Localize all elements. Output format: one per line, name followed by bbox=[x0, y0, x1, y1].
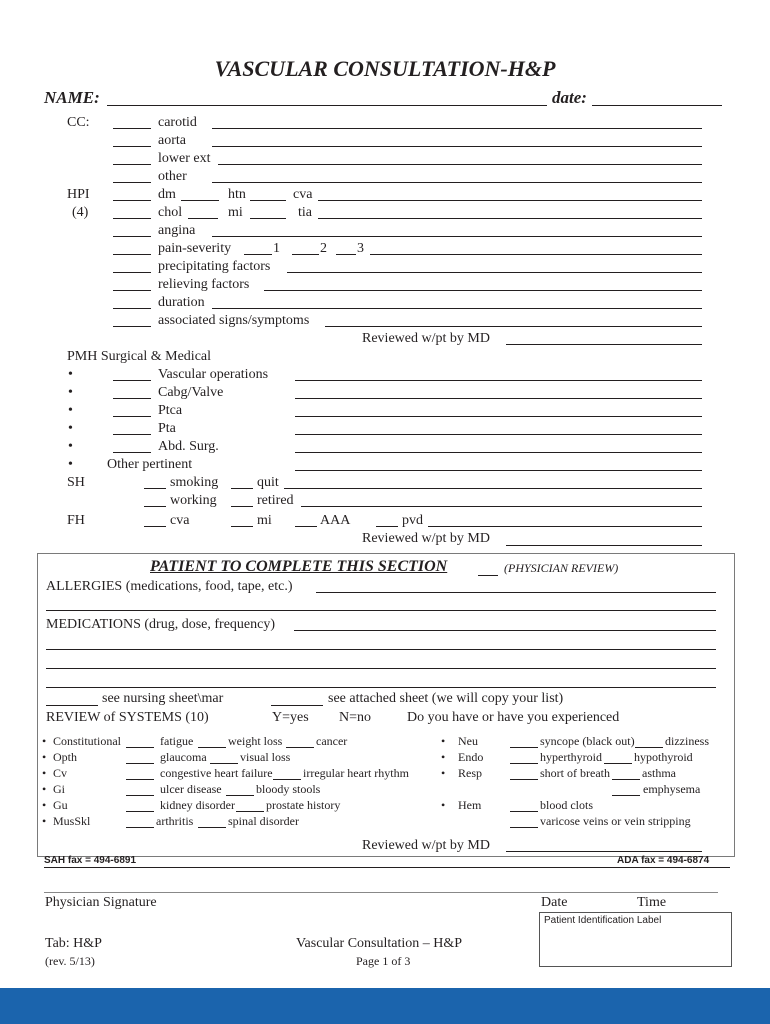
page-number: Page 1 of 3 bbox=[356, 954, 411, 968]
fh-aaa-check[interactable] bbox=[295, 526, 317, 527]
ros-hypothyroid-check[interactable] bbox=[604, 763, 632, 764]
ros-arthritis-label: arthritis bbox=[156, 814, 194, 828]
ada-fax: ADA fax = 494-6874 bbox=[617, 855, 710, 866]
tab-label: Tab: H&P bbox=[45, 936, 102, 951]
ros-fatigue-label: fatigue bbox=[160, 734, 194, 748]
ros-bullet: • bbox=[441, 750, 446, 764]
ros-emphysema-label: emphysema bbox=[643, 782, 701, 796]
physician-review-note: (PHYSICIAN REVIEW) bbox=[504, 561, 619, 575]
pmh-bullet: • bbox=[68, 421, 73, 436]
cc-lower-ext-label: lower ext bbox=[158, 151, 211, 166]
fh-pvd-label: pvd bbox=[402, 513, 423, 528]
hpi-relieving-label: relieving factors bbox=[158, 277, 250, 292]
ros-yes-label: Y=yes bbox=[272, 710, 309, 725]
medications-field-2[interactable] bbox=[46, 649, 716, 650]
hpi-htn-field[interactable] bbox=[250, 200, 286, 201]
ros-sob-check[interactable] bbox=[510, 779, 538, 780]
ros-hypothyroid-label: hypothyroid bbox=[634, 750, 693, 764]
ros-reviewed-label: Reviewed w/pt by MD bbox=[362, 838, 490, 853]
attached-sheet-label: see attached sheet (we will copy your list) bbox=[328, 691, 564, 706]
pmh-cabg-field[interactable] bbox=[295, 398, 702, 399]
medications-field[interactable] bbox=[294, 630, 716, 631]
cc-lower-ext-field[interactable] bbox=[218, 164, 702, 165]
ros-ulcer-check[interactable] bbox=[126, 795, 154, 796]
cc-aorta-field[interactable] bbox=[212, 146, 702, 147]
pmh-pta-field[interactable] bbox=[295, 434, 702, 435]
ros-chf-label: congestive heart failure bbox=[160, 766, 273, 780]
fh-aaa-label: AAA bbox=[320, 513, 351, 528]
hpi-chol-check[interactable] bbox=[113, 218, 151, 219]
sh-working-check[interactable] bbox=[144, 506, 166, 507]
cc-carotid-field[interactable] bbox=[212, 128, 702, 129]
ros-spinal-label: spinal disorder bbox=[228, 814, 299, 828]
ros-asthma-check[interactable] bbox=[612, 779, 640, 780]
cc-aorta-check[interactable] bbox=[113, 146, 151, 147]
pmh-cabg-check[interactable] bbox=[113, 398, 151, 399]
pmh-abd-check[interactable] bbox=[113, 452, 151, 453]
hpi-relieving-check[interactable] bbox=[113, 290, 151, 291]
ros-syncope-label: syncope (black out) bbox=[540, 734, 635, 748]
ros-prostate-check[interactable] bbox=[236, 811, 264, 812]
revision-label: (rev. 5/13) bbox=[45, 954, 95, 968]
ros-bloody-stools-check[interactable] bbox=[226, 795, 254, 796]
nursing-sheet-check[interactable] bbox=[46, 705, 98, 706]
ros-cancer-label: cancer bbox=[316, 734, 348, 748]
cc-other-field[interactable] bbox=[212, 182, 702, 183]
ros-opth-label: Opth bbox=[53, 750, 77, 764]
time-label-footer: Time bbox=[637, 895, 667, 910]
date-label: date: bbox=[552, 88, 587, 107]
date-label-footer: Date bbox=[541, 895, 568, 910]
attached-sheet-check[interactable] bbox=[271, 705, 323, 706]
date-field[interactable] bbox=[592, 105, 722, 106]
hpi-pain-2-label: 2 bbox=[320, 241, 327, 256]
ros-cv-label: Cv bbox=[53, 766, 68, 780]
ros-bullet: • bbox=[42, 814, 47, 828]
pmh-vascular-field[interactable] bbox=[295, 380, 702, 381]
sh-label: SH bbox=[67, 475, 85, 490]
pmh-ptca-check[interactable] bbox=[113, 416, 151, 417]
ros-bullet: • bbox=[42, 782, 47, 796]
hpi-htn-label: htn bbox=[228, 187, 246, 202]
hpi-associated-field[interactable] bbox=[325, 326, 702, 327]
cc-carotid-label: carotid bbox=[158, 115, 197, 130]
ros-cancer-check[interactable] bbox=[286, 747, 314, 748]
sh-quit-check[interactable] bbox=[231, 488, 253, 489]
ros-prostate-label: prostate history bbox=[266, 798, 341, 812]
hpi-pain-label: pain-severity bbox=[158, 241, 232, 256]
ros-bullet: • bbox=[441, 766, 446, 780]
hpi-associated-check[interactable] bbox=[113, 326, 151, 327]
ros-dizziness-label: dizziness bbox=[665, 734, 709, 748]
ros-rhythm-label: irregular heart rhythm bbox=[303, 766, 409, 780]
hpi-dm-field[interactable] bbox=[181, 200, 219, 201]
fh-cva-check[interactable] bbox=[144, 526, 166, 527]
hpi-dm-label: dm bbox=[158, 187, 176, 202]
ros-varicose-check[interactable] bbox=[510, 827, 538, 828]
hpi-count: (4) bbox=[72, 205, 89, 220]
ros-fatigue-check[interactable] bbox=[126, 747, 154, 748]
pmh-bullet: • bbox=[68, 403, 73, 418]
ros-weight-loss-check[interactable] bbox=[198, 747, 226, 748]
pmh-ptca-label: Ptca bbox=[158, 403, 183, 418]
hpi-chol-label: chol bbox=[158, 205, 183, 220]
bottom-color-bar bbox=[0, 988, 770, 1024]
hpi-duration-label: duration bbox=[158, 295, 205, 310]
signature-field[interactable] bbox=[44, 892, 718, 893]
cc-aorta-label: aorta bbox=[158, 133, 186, 148]
cc-lower-ext-check[interactable] bbox=[113, 164, 151, 165]
hpi-mi-field[interactable] bbox=[250, 218, 286, 219]
ros-asthma-label: asthma bbox=[642, 766, 676, 780]
ros-hem-label: Hem bbox=[458, 798, 482, 812]
ros-emphysema-check[interactable] bbox=[612, 795, 640, 796]
ros-glaucoma-check[interactable] bbox=[126, 763, 154, 764]
ros-question: Do you have or have you experienced bbox=[407, 710, 620, 725]
ros-no-label: N=no bbox=[339, 710, 372, 725]
hpi-pain-3-label: 3 bbox=[357, 241, 364, 256]
fh-reviewed-field[interactable] bbox=[506, 545, 702, 546]
allergies-field-2[interactable] bbox=[46, 610, 716, 611]
pmh-other-label: Other pertinent bbox=[107, 457, 193, 472]
ros-neu-label: Neu bbox=[458, 734, 478, 748]
cc-other-check[interactable] bbox=[113, 182, 151, 183]
ros-bloody-stools-label: bloody stools bbox=[256, 782, 321, 796]
ros-syncope-check[interactable] bbox=[510, 747, 538, 748]
nursing-sheet-label: see nursing sheet\mar bbox=[102, 691, 224, 706]
fh-mi-check[interactable] bbox=[231, 526, 253, 527]
medications-field-4[interactable] bbox=[46, 687, 716, 688]
ros-spinal-check[interactable] bbox=[198, 827, 226, 828]
sh-row1-field[interactable] bbox=[284, 488, 702, 489]
ros-blood-clots-label: blood clots bbox=[540, 798, 593, 812]
document-title-footer: Vascular Consultation – H&P bbox=[296, 936, 463, 951]
allergies-field[interactable] bbox=[316, 592, 716, 593]
ros-hyperthyroid-check[interactable] bbox=[510, 763, 538, 764]
ros-bullet: • bbox=[42, 766, 47, 780]
hpi-duration-check[interactable] bbox=[113, 308, 151, 309]
ros-visual-loss-check[interactable] bbox=[210, 763, 238, 764]
ros-bullet: • bbox=[42, 750, 47, 764]
hpi-cva-label: cva bbox=[293, 187, 313, 202]
hpi-pain-3-field[interactable] bbox=[336, 254, 356, 255]
ros-bullet: • bbox=[42, 734, 47, 748]
pmh-ptca-field[interactable] bbox=[295, 416, 702, 417]
hpi-pain-1-field[interactable] bbox=[244, 254, 272, 255]
fh-pvd-check[interactable] bbox=[376, 526, 398, 527]
sh-retired-check[interactable] bbox=[231, 506, 253, 507]
ros-bullet: • bbox=[441, 798, 446, 812]
fh-mi-label: mi bbox=[257, 513, 272, 528]
hpi-row1-field[interactable] bbox=[318, 200, 702, 201]
ros-dizziness-check[interactable] bbox=[635, 747, 663, 748]
sh-smoking-label: smoking bbox=[170, 475, 219, 490]
hpi-precipitating-field[interactable] bbox=[287, 272, 702, 273]
fax-divider bbox=[44, 867, 730, 868]
pmh-pta-label: Pta bbox=[158, 421, 176, 436]
pmh-abd-label: Abd. Surg. bbox=[158, 439, 219, 454]
hpi-associated-label: associated signs/symptoms bbox=[158, 313, 310, 328]
hpi-pain-1-label: 1 bbox=[273, 241, 280, 256]
medications-label: MEDICATIONS (drug, dose, frequency) bbox=[46, 617, 276, 632]
ros-kidney-check[interactable] bbox=[126, 811, 154, 812]
hpi-mi-label: mi bbox=[228, 205, 243, 220]
fh-reviewed-label: Reviewed w/pt by MD bbox=[362, 531, 490, 546]
hpi-angina-check[interactable] bbox=[113, 236, 151, 237]
pmh-abd-field[interactable] bbox=[295, 452, 702, 453]
medications-field-3[interactable] bbox=[46, 668, 716, 669]
pmh-bullet: • bbox=[68, 385, 73, 400]
pmh-cabg-label: Cabg/Valve bbox=[158, 385, 224, 400]
hpi-label: HPI bbox=[67, 187, 90, 202]
ros-resp-label: Resp bbox=[458, 766, 482, 780]
pmh-pta-check[interactable] bbox=[113, 434, 151, 435]
ros-kidney-label: kidney disorder bbox=[160, 798, 235, 812]
hpi-row2-field[interactable] bbox=[318, 218, 702, 219]
ros-rhythm-check[interactable] bbox=[273, 779, 301, 780]
ros-weight-loss-label: weight loss bbox=[228, 734, 283, 748]
ros-visual-loss-label: visual loss bbox=[240, 750, 291, 764]
ros-chf-check[interactable] bbox=[126, 779, 154, 780]
name-field[interactable] bbox=[107, 105, 547, 106]
pmh-bullet: • bbox=[68, 367, 73, 382]
heading-underline-ext bbox=[478, 575, 498, 576]
ros-label: REVIEW of SYSTEMS (10) bbox=[46, 710, 209, 725]
hpi-pain-check[interactable] bbox=[113, 254, 151, 255]
ros-endo-label: Endo bbox=[458, 750, 484, 764]
hpi-chol-field[interactable] bbox=[188, 218, 218, 219]
pmh-vascular-label: Vascular operations bbox=[158, 367, 269, 382]
ros-ulcer-label: ulcer disease bbox=[160, 782, 222, 796]
sh-working-label: working bbox=[170, 493, 217, 508]
name-label: NAME: bbox=[44, 88, 100, 107]
ros-arthritis-check[interactable] bbox=[126, 827, 154, 828]
hpi-precipitating-label: precipitating factors bbox=[158, 259, 271, 274]
pmh-bullet: • bbox=[68, 439, 73, 454]
fh-field[interactable] bbox=[428, 526, 702, 527]
hpi-precipitating-check[interactable] bbox=[113, 272, 151, 273]
sh-smoking-check[interactable] bbox=[144, 488, 166, 489]
fh-cva-label: cva bbox=[170, 513, 190, 528]
ros-musskl-label: MusSkl bbox=[53, 814, 91, 828]
cc-label: CC: bbox=[67, 115, 90, 130]
hpi-tia-label: tia bbox=[298, 205, 312, 220]
ros-gu-label: Gu bbox=[53, 798, 68, 812]
pmh-other-field[interactable] bbox=[295, 470, 702, 471]
fh-label: FH bbox=[67, 513, 85, 528]
allergies-label: ALLERGIES (medications, food, tape, etc.) bbox=[46, 579, 293, 594]
ros-hyperthyroid-label: hyperthyroid bbox=[540, 750, 602, 764]
sh-retired-label: retired bbox=[257, 493, 294, 508]
hpi-relieving-field[interactable] bbox=[264, 290, 702, 291]
sh-row2-field[interactable] bbox=[301, 506, 702, 507]
ros-blood-clots-check[interactable] bbox=[510, 811, 538, 812]
hpi-angina-field[interactable] bbox=[212, 236, 702, 237]
hpi-duration-field[interactable] bbox=[212, 308, 702, 309]
form-title: VASCULAR CONSULTATION-H&P bbox=[214, 56, 556, 81]
ros-bullet: • bbox=[42, 798, 47, 812]
patient-id-label-text: Patient Identification Label bbox=[544, 915, 662, 926]
hpi-pain-field[interactable] bbox=[370, 254, 702, 255]
ros-sob-label: short of breath bbox=[540, 766, 610, 780]
ros-gi-label: Gi bbox=[53, 782, 65, 796]
ros-glaucoma-label: glaucoma bbox=[160, 750, 207, 764]
hpi-angina-label: angina bbox=[158, 223, 196, 238]
ros-varicose-label: varicose veins or vein stripping bbox=[540, 814, 691, 828]
hpi-dm-check[interactable] bbox=[113, 200, 151, 201]
sah-fax: SAH fax = 494-6891 bbox=[44, 855, 137, 866]
pmh-vascular-check[interactable] bbox=[113, 380, 151, 381]
physician-signature-label: Physician Signature bbox=[45, 895, 157, 910]
hpi-reviewed-field[interactable] bbox=[506, 344, 702, 345]
sh-quit-label: quit bbox=[257, 475, 279, 490]
hpi-pain-2-field[interactable] bbox=[292, 254, 319, 255]
hpi-reviewed-label: Reviewed w/pt by MD bbox=[362, 331, 490, 346]
ros-reviewed-field[interactable] bbox=[506, 851, 702, 852]
ros-constitutional-label: Constitutional bbox=[53, 734, 122, 748]
ros-bullet: • bbox=[441, 734, 446, 748]
patient-section-heading: PATIENT TO COMPLETE THIS SECTION bbox=[150, 558, 448, 575]
pmh-label: PMH Surgical & Medical bbox=[67, 349, 212, 364]
cc-other-label: other bbox=[158, 169, 187, 184]
cc-carotid-check[interactable] bbox=[113, 128, 151, 129]
pmh-bullet: • bbox=[68, 457, 73, 472]
